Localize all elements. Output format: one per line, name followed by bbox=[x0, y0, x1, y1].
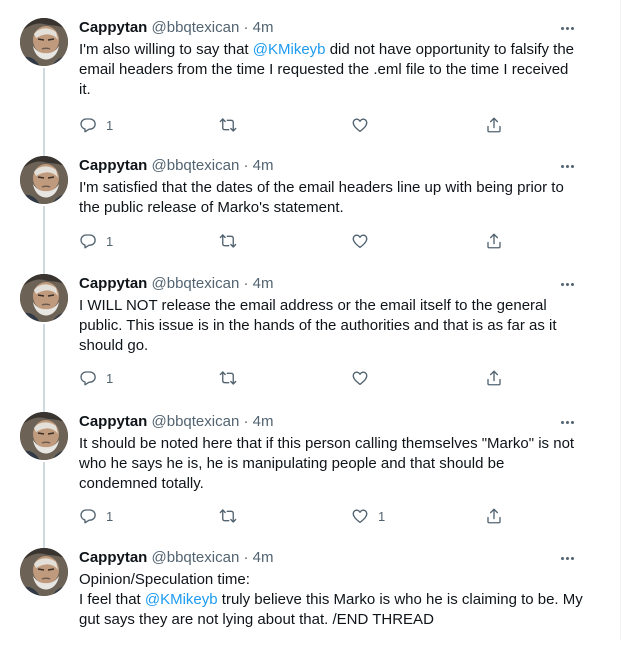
timestamp[interactable]: 4m bbox=[252, 157, 274, 174]
tweet-text bbox=[79, 40, 599, 100]
tweet[interactable] bbox=[0, 548, 620, 648]
display-name[interactable]: Cappytan bbox=[79, 549, 148, 566]
avatar[interactable] bbox=[20, 274, 68, 322]
text-segment: It should be noted here that if this person calling themselves "Marko" is not bbox=[79, 435, 575, 452]
timestamp[interactable]: 4m bbox=[252, 413, 274, 430]
user-handle[interactable]: @bbqtexican bbox=[151, 19, 240, 36]
avatar[interactable] bbox=[20, 156, 68, 204]
user-handle[interactable]: @bbqtexican bbox=[151, 413, 240, 430]
retweet-icon bbox=[219, 232, 237, 250]
reply-count: 1 bbox=[106, 233, 114, 249]
reply-count: 1 bbox=[106, 508, 114, 524]
tweet-actions bbox=[79, 368, 519, 388]
text-segment: the public release of Marko's statement. bbox=[79, 199, 344, 216]
more-icon[interactable] bbox=[556, 550, 578, 566]
tweet-actions bbox=[79, 506, 519, 526]
separator-dot: · bbox=[243, 157, 249, 174]
retweet-button[interactable] bbox=[219, 115, 237, 135]
more-icon[interactable] bbox=[556, 414, 578, 430]
tweet-text-line bbox=[79, 296, 599, 316]
tweet-actions bbox=[79, 231, 519, 251]
retweet-icon bbox=[219, 116, 237, 134]
separator-dot: · bbox=[243, 19, 249, 36]
display-name[interactable]: Cappytan bbox=[79, 275, 148, 292]
share-icon bbox=[485, 116, 503, 134]
like-button[interactable] bbox=[351, 231, 378, 251]
text-segment: condemned totally. bbox=[79, 475, 204, 492]
text-segment: I'm satisfied that the dates of the email headers line up with being prior to bbox=[79, 179, 564, 196]
user-handle[interactable]: @bbqtexican bbox=[151, 549, 240, 566]
tweet[interactable] bbox=[0, 156, 620, 256]
mention-link[interactable]: @KMikeyb bbox=[144, 591, 218, 608]
retweet-icon bbox=[219, 507, 237, 525]
timeline-border bbox=[620, 0, 621, 640]
tweet-header bbox=[79, 274, 273, 294]
text-segment: truly believe this Marko is who he is claiming to be. My bbox=[217, 591, 583, 608]
mention-link[interactable]: @KMikeyb bbox=[252, 41, 326, 58]
tweet-header bbox=[79, 412, 273, 432]
text-segment: should go. bbox=[79, 337, 149, 354]
more-icon[interactable] bbox=[556, 276, 578, 292]
tweet-text-line bbox=[79, 336, 599, 356]
reply-button[interactable] bbox=[79, 115, 113, 135]
tweet-text bbox=[79, 296, 599, 356]
share-button[interactable] bbox=[485, 231, 503, 251]
heart-icon bbox=[351, 369, 369, 387]
tweet-text-line bbox=[79, 474, 599, 494]
reply-icon bbox=[79, 369, 97, 387]
text-segment: Opinion/Speculation time: bbox=[79, 571, 250, 588]
share-button[interactable] bbox=[485, 115, 503, 135]
like-count: 1 bbox=[378, 508, 386, 524]
share-icon bbox=[485, 507, 503, 525]
reply-icon bbox=[79, 507, 97, 525]
display-name[interactable]: Cappytan bbox=[79, 157, 148, 174]
text-segment: I'm also willing to say that bbox=[79, 41, 253, 58]
tweet-header bbox=[79, 156, 273, 176]
tweet-actions bbox=[79, 115, 519, 135]
reply-count: 1 bbox=[106, 370, 114, 386]
text-segment: email headers from the time I requested the .eml file to the time I received bbox=[79, 61, 569, 78]
text-segment: I WILL NOT release the email address or the email itself to the general bbox=[79, 297, 547, 314]
display-name[interactable]: Cappytan bbox=[79, 19, 148, 36]
heart-icon bbox=[351, 232, 369, 250]
reply-button[interactable] bbox=[79, 506, 113, 526]
avatar[interactable] bbox=[20, 18, 68, 66]
tweet-text-line bbox=[79, 590, 599, 610]
tweet-text-line bbox=[79, 316, 599, 336]
text-segment: public. This issue is in the hands of the authorities and that is as far as it bbox=[79, 317, 557, 334]
separator-dot: · bbox=[243, 413, 249, 430]
text-segment: it. bbox=[79, 81, 91, 98]
heart-icon bbox=[351, 116, 369, 134]
timestamp[interactable]: 4m bbox=[252, 275, 274, 292]
tweet[interactable] bbox=[0, 18, 620, 133]
tweet-text-line bbox=[79, 610, 599, 630]
tweet-text bbox=[79, 570, 599, 630]
tweet-text-line bbox=[79, 80, 599, 100]
text-segment: did not have opportunity to falsify the bbox=[325, 41, 575, 58]
user-handle[interactable]: @bbqtexican bbox=[151, 275, 240, 292]
like-button[interactable] bbox=[351, 368, 378, 388]
text-segment: gut says they are not lying about that. /END THREAD bbox=[79, 611, 434, 628]
text-segment: I feel that bbox=[79, 591, 145, 608]
share-button[interactable] bbox=[485, 506, 503, 526]
tweet-text-line bbox=[79, 454, 599, 474]
display-name[interactable]: Cappytan bbox=[79, 413, 148, 430]
tweet-text-line bbox=[79, 198, 599, 218]
tweet-text bbox=[79, 178, 599, 218]
heart-icon bbox=[351, 507, 369, 525]
share-icon bbox=[485, 232, 503, 250]
tweet-header bbox=[79, 18, 273, 38]
timestamp[interactable]: 4m bbox=[252, 549, 274, 566]
tweet-text-line bbox=[79, 178, 599, 198]
tweet-text-line bbox=[79, 40, 599, 60]
separator-dot: · bbox=[243, 549, 249, 566]
retweet-button[interactable] bbox=[219, 231, 237, 251]
user-handle[interactable]: @bbqtexican bbox=[151, 157, 240, 174]
tweet-text bbox=[79, 434, 599, 494]
tweet-text-line bbox=[79, 434, 599, 454]
reply-icon bbox=[79, 116, 97, 134]
avatar[interactable] bbox=[20, 412, 68, 460]
timestamp[interactable]: 4m bbox=[252, 19, 274, 36]
reply-button[interactable] bbox=[79, 368, 113, 388]
share-button[interactable] bbox=[485, 368, 503, 388]
reply-count: 1 bbox=[106, 117, 114, 133]
avatar[interactable] bbox=[20, 548, 68, 596]
tweet-text-line bbox=[79, 60, 599, 80]
tweet[interactable] bbox=[0, 412, 620, 524]
tweet-text-line bbox=[79, 570, 599, 590]
retweet-icon bbox=[219, 369, 237, 387]
retweet-button[interactable] bbox=[219, 368, 237, 388]
more-icon[interactable] bbox=[556, 20, 578, 36]
separator-dot: · bbox=[243, 275, 249, 292]
tweet[interactable] bbox=[0, 274, 620, 386]
text-segment: who he says he is, he is manipulating people and that should be bbox=[79, 455, 505, 472]
retweet-button[interactable] bbox=[219, 506, 237, 526]
like-button[interactable] bbox=[351, 115, 378, 135]
reply-button[interactable] bbox=[79, 231, 113, 251]
like-button[interactable] bbox=[351, 506, 385, 526]
tweet-header bbox=[79, 548, 273, 568]
reply-icon bbox=[79, 232, 97, 250]
share-icon bbox=[485, 369, 503, 387]
more-icon[interactable] bbox=[556, 158, 578, 174]
